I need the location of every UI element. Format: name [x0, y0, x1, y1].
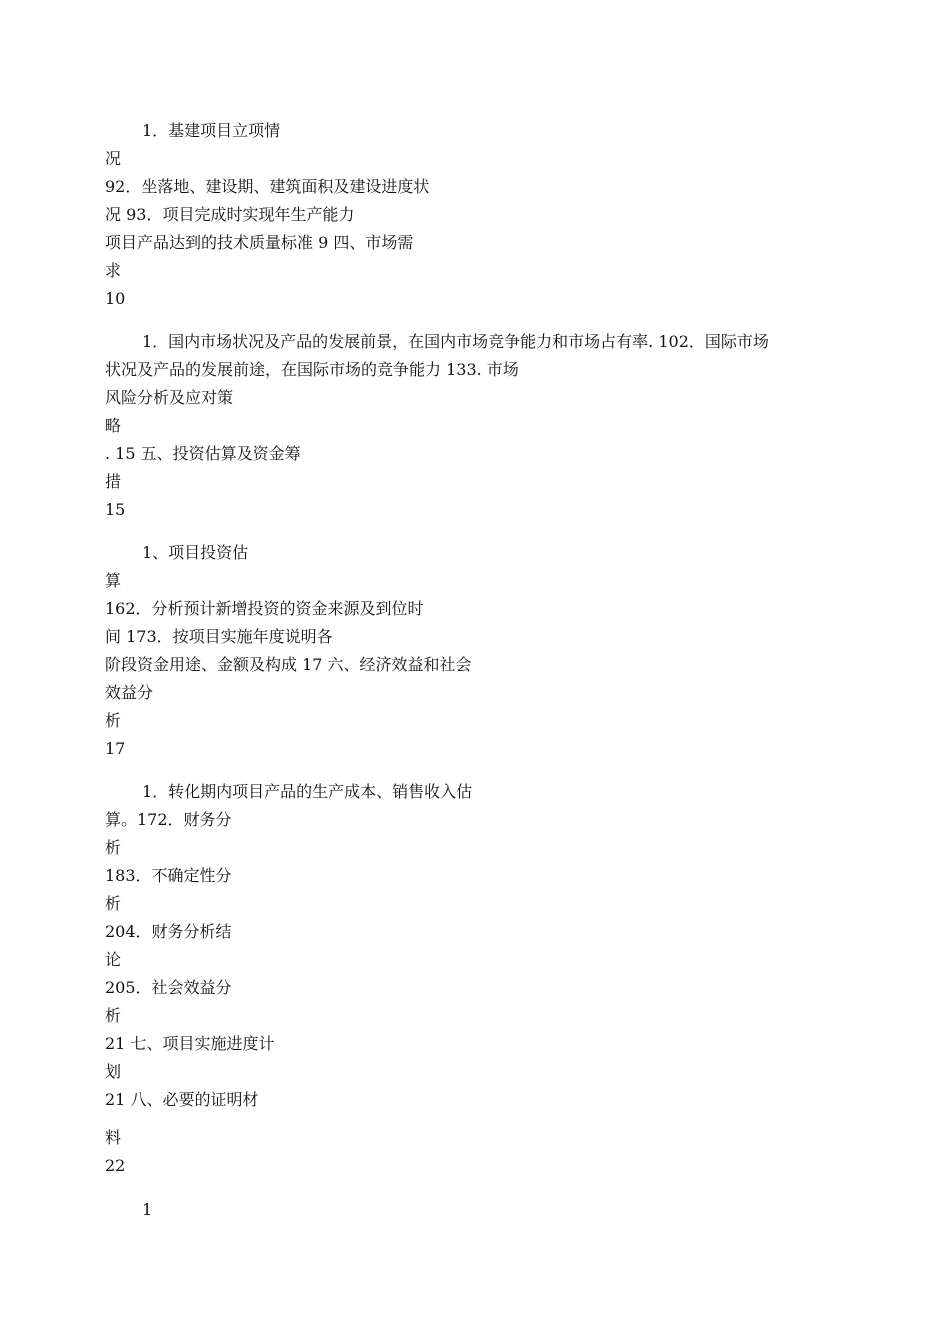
- toc-line: 205．社会效益分: [105, 978, 232, 997]
- toc-line: 风险分析及应对策: [105, 388, 234, 407]
- toc-line: 措: [105, 472, 122, 491]
- toc-line: 算: [105, 571, 122, 590]
- toc-line: 21 八、必要的证明材: [105, 1090, 259, 1109]
- toc-line: 1．基建项目立项情: [142, 121, 281, 140]
- toc-line: 算。172．财务分: [105, 810, 232, 829]
- toc-line: 效益分: [105, 683, 154, 702]
- toc-line: 17: [105, 739, 126, 758]
- toc-line: 1．国内市场状况及产品的发展前景，在国内市场竞争能力和市场占有率. 102．国际市场: [142, 332, 769, 351]
- toc-line: 21 七、项目实施进度计: [105, 1034, 275, 1053]
- toc-line: 划: [105, 1062, 122, 1081]
- toc-line: 阶段资金用途、金额及构成 17 六、经济效益和社会: [105, 655, 472, 674]
- toc-line: . 15 五、投资估算及资金筹: [105, 444, 301, 463]
- page-number: 1: [142, 1200, 153, 1219]
- toc-line: 析: [105, 1006, 122, 1025]
- toc-line: 183．不确定性分: [105, 866, 232, 885]
- toc-line: 况 93．项目完成时实现年生产能力: [105, 205, 355, 224]
- toc-line: 求: [105, 261, 122, 280]
- toc-line: 162．分析预计新增投资的资金来源及到位时: [105, 599, 424, 618]
- toc-line: 15: [105, 500, 126, 519]
- toc-line: 状况及产品的发展前途，在国际市场的竞争能力 133. 市场: [105, 360, 519, 379]
- toc-line: 10: [105, 289, 126, 308]
- toc-line: 析: [105, 894, 122, 913]
- toc-line: 析: [105, 838, 122, 857]
- toc-line: 92．坐落地、建设期、建筑面积及建设进度状: [105, 177, 430, 196]
- toc-line: 略: [105, 416, 122, 435]
- toc-line: 论: [105, 950, 122, 969]
- toc-line: 1．转化期内项目产品的生产成本、销售收入估: [142, 782, 473, 801]
- toc-line: 1、项目投资估: [142, 543, 249, 562]
- toc-line: 析: [105, 711, 122, 730]
- toc-line: 204．财务分析结: [105, 922, 232, 941]
- toc-line: 间 173．按项目实施年度说明各: [105, 627, 333, 646]
- toc-line: 22: [105, 1156, 126, 1175]
- toc-line: 项目产品达到的技术质量标准 9 四、市场需: [105, 233, 414, 252]
- toc-line: 况: [105, 149, 122, 168]
- toc-line: 料: [105, 1128, 122, 1147]
